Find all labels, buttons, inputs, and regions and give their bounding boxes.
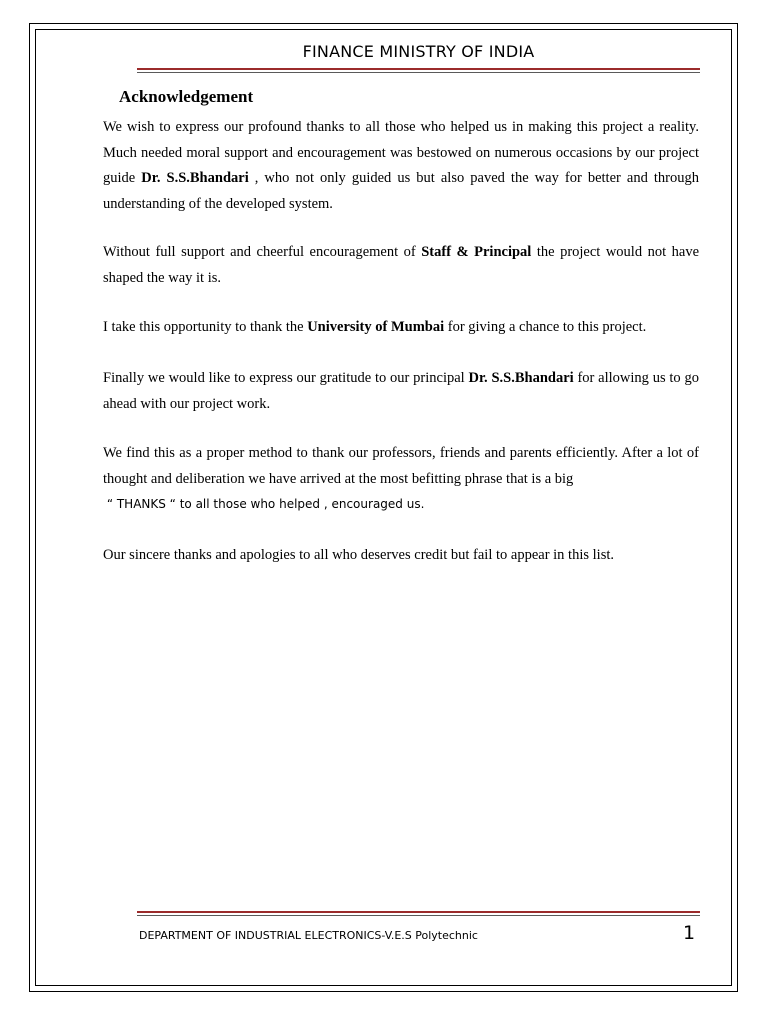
paragraph-2-text-a: Without full support and cheerful encouragement of [103,244,422,260]
paragraph-5-thanks: “ THANKS “ to all those who helped , encouraged us. [103,497,425,511]
header-title: FINANCE MINISTRY OF INDIA [302,42,535,61]
paragraph-4-principal-name: Dr. S.S.Bhandari [468,370,574,386]
paragraph-6: Our sincere thanks and apologies to all who deserves credit but fail to appear in this list. [103,547,614,563]
paragraph-4-text-c: for allowing us to go ahead with our project work. [103,370,699,412]
paragraph-1 [103,115,699,217]
paragraph-3-text-c: for giving a chance to this project. [444,319,647,335]
page-number: 1 [683,922,696,944]
paragraph-4 [103,366,699,417]
paragraph-1-guide-name: Dr. S.S.Bhandari [141,170,249,186]
paragraph-3-university: University of Mumbai [307,319,445,335]
footer-rule [137,911,700,916]
footer-department: DEPARTMENT OF INDUSTRIAL ELECTRONICS-V.E.S Polytechnic [139,929,478,942]
paragraph-3 [103,315,699,341]
header-rule [137,68,700,73]
paragraph-5 [103,441,699,518]
paragraph-2-staff: Staff & Principal [421,244,532,260]
page-heading: Acknowledgement [119,87,254,106]
paragraph-2 [103,240,699,291]
paragraph-1-text-a: We wish to express our profound thanks to all those who helped us in making this project a reality. Much needed moral support and encouragement was bestowed on numerous occasions by our project guide [103,119,699,186]
paragraph-1-text-c: , who not only guided us but also paved the way for better and through understanding of the developed system. [103,170,699,212]
paragraph-5-text-a: We find this as a proper method to thank our professors, friends and parents efficiently. After a lot of thought and deliberation we have arrived at the most befitting phrase that is a big [103,445,699,487]
paragraph-4-text-a: Finally we would like to express our gratitude to our principal [103,370,469,386]
paragraph-2-text-c: the project would not have shaped the way it is. [103,244,700,286]
paragraph-3-text-a: I take this opportunity to thank the [103,319,308,335]
